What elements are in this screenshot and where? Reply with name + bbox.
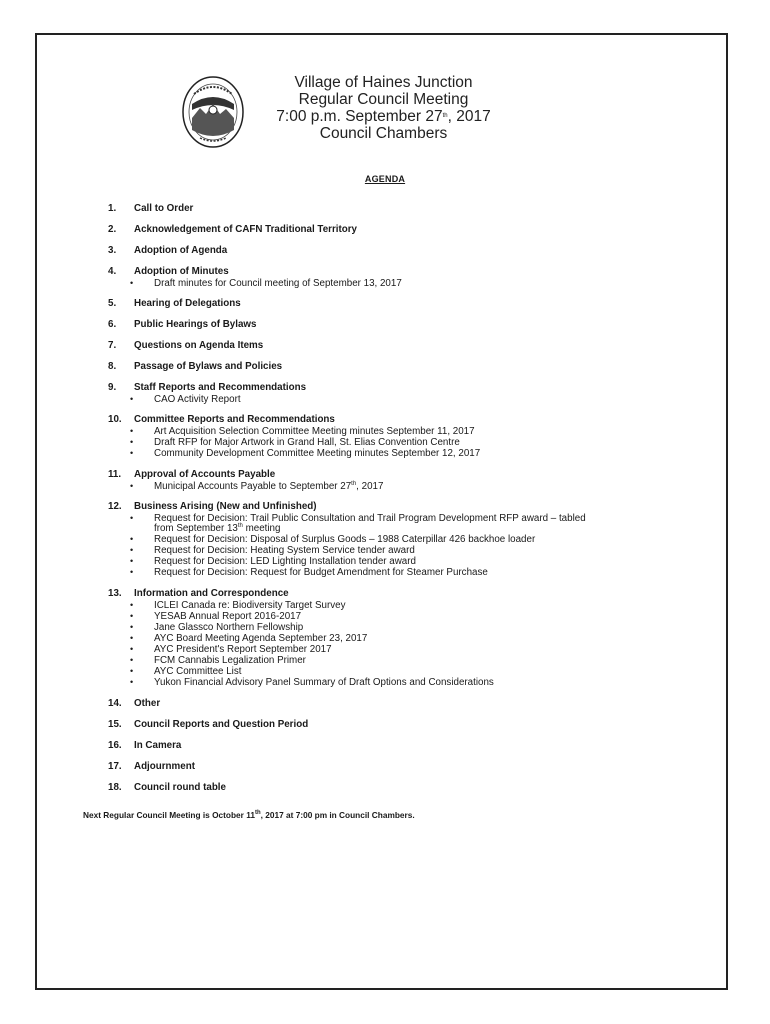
agenda-subitem: • YESAB Annual Report 2016-2017 [130,611,302,622]
agenda-item-9: 9. Staff Reports and Recommendations [108,382,307,393]
agenda-item-2: 2. Acknowledgement of CAFN Traditional Territory [108,224,357,235]
agenda-item-13: 13. Information and Correspondence [108,588,289,599]
agenda-subitem: • Jane Glassco Northern Fellowship [130,622,304,633]
agenda-subitem: • FCM Cannabis Legalization Primer [130,655,306,666]
agenda-item-3: 3. Adoption of Agenda [108,245,228,256]
agenda-item-11: 11. Approval of Accounts Payable [108,469,276,480]
agenda-subitem: • AYC President's Report September 2017 [130,644,332,655]
next-meeting-note: Next Regular Council Meeting is October 11th, 2017 at 7:00 pm in Council Chambers. [83,810,415,820]
village-name: Village of Haines Junction [294,74,473,91]
agenda-subitem: • Request for Decision: Request for Budget Amendment for Steamer Purchase [130,567,488,578]
agenda-item-12: 12. Business Arising (New and Unfinished) [108,501,317,512]
agenda-subitem: • AYC Board Meeting Agenda September 23, 2017 [130,633,368,644]
agenda-subitem: • AYC Committee List [130,666,242,677]
agenda-item-4: 4. Adoption of Minutes [108,266,229,277]
agenda-item-8: 8. Passage of Bylaws and Policies [108,361,283,372]
agenda-subitem: • Draft minutes for Council meeting of September 13, 2017 [130,278,402,289]
agenda-item-17: 17. Adjournment [108,761,195,772]
meeting-location: Council Chambers [319,125,448,142]
agenda-subitem: • Request for Decision: Disposal of Surplus Goods – 1988 Caterpillar 426 backhoe loader [130,534,536,545]
agenda-subitem: • Request for Decision: Heating System Service tender award [130,545,415,556]
village-seal-logo [180,74,246,150]
agenda-subitem: • Yukon Financial Advisory Panel Summary of Draft Options and Considerations [130,677,494,688]
meeting-type: Regular Council Meeting [298,91,469,108]
agenda-item-5: 5. Hearing of Delegations [108,298,241,309]
agenda-subitem: • Art Acquisition Selection Committee Meeting minutes September 11, 2017 [130,426,475,437]
agenda-item-18: 18. Council round table [108,782,226,793]
agenda-item-1: 1. Call to Order [108,203,194,214]
meeting-datetime: 7:00 p.m. September 27th, 2017 [276,108,491,125]
agenda-subitem: • Request for Decision: Trail Public Consultation and Trail Program Development RFP award – tabled [130,513,586,524]
agenda-item-15: 15. Council Reports and Question Period [108,719,309,730]
agenda-subitem: • Draft RFP for Major Artwork in Grand Hall, St. Elias Convention Centre [130,437,460,448]
agenda-item-14: 14. Other [108,698,161,709]
agenda-subitem: • CAO Activity Report [130,394,241,405]
agenda-subitem: • ICLEI Canada re: Biodiversity Target Survey [130,600,346,611]
agenda-heading: AGENDA [364,174,406,184]
agenda-item-16: 16. In Camera [108,740,182,751]
agenda-item-10: 10. Committee Reports and Recommendations [108,414,335,425]
agenda-subitem-continuation: from September 13th meeting [154,523,281,534]
agenda-subitem: • Request for Decision: LED Lighting Installation tender award [130,556,416,567]
agenda-subitem: • Community Development Committee Meeting minutes September 12, 2017 [130,448,481,459]
agenda-item-7: 7. Questions on Agenda Items [108,340,264,351]
agenda-subitem: • Municipal Accounts Payable to September 27th, 2017 [130,481,384,492]
agenda-item-6: 6. Public Hearings of Bylaws [108,319,257,330]
meeting-title-block [240,74,527,142]
